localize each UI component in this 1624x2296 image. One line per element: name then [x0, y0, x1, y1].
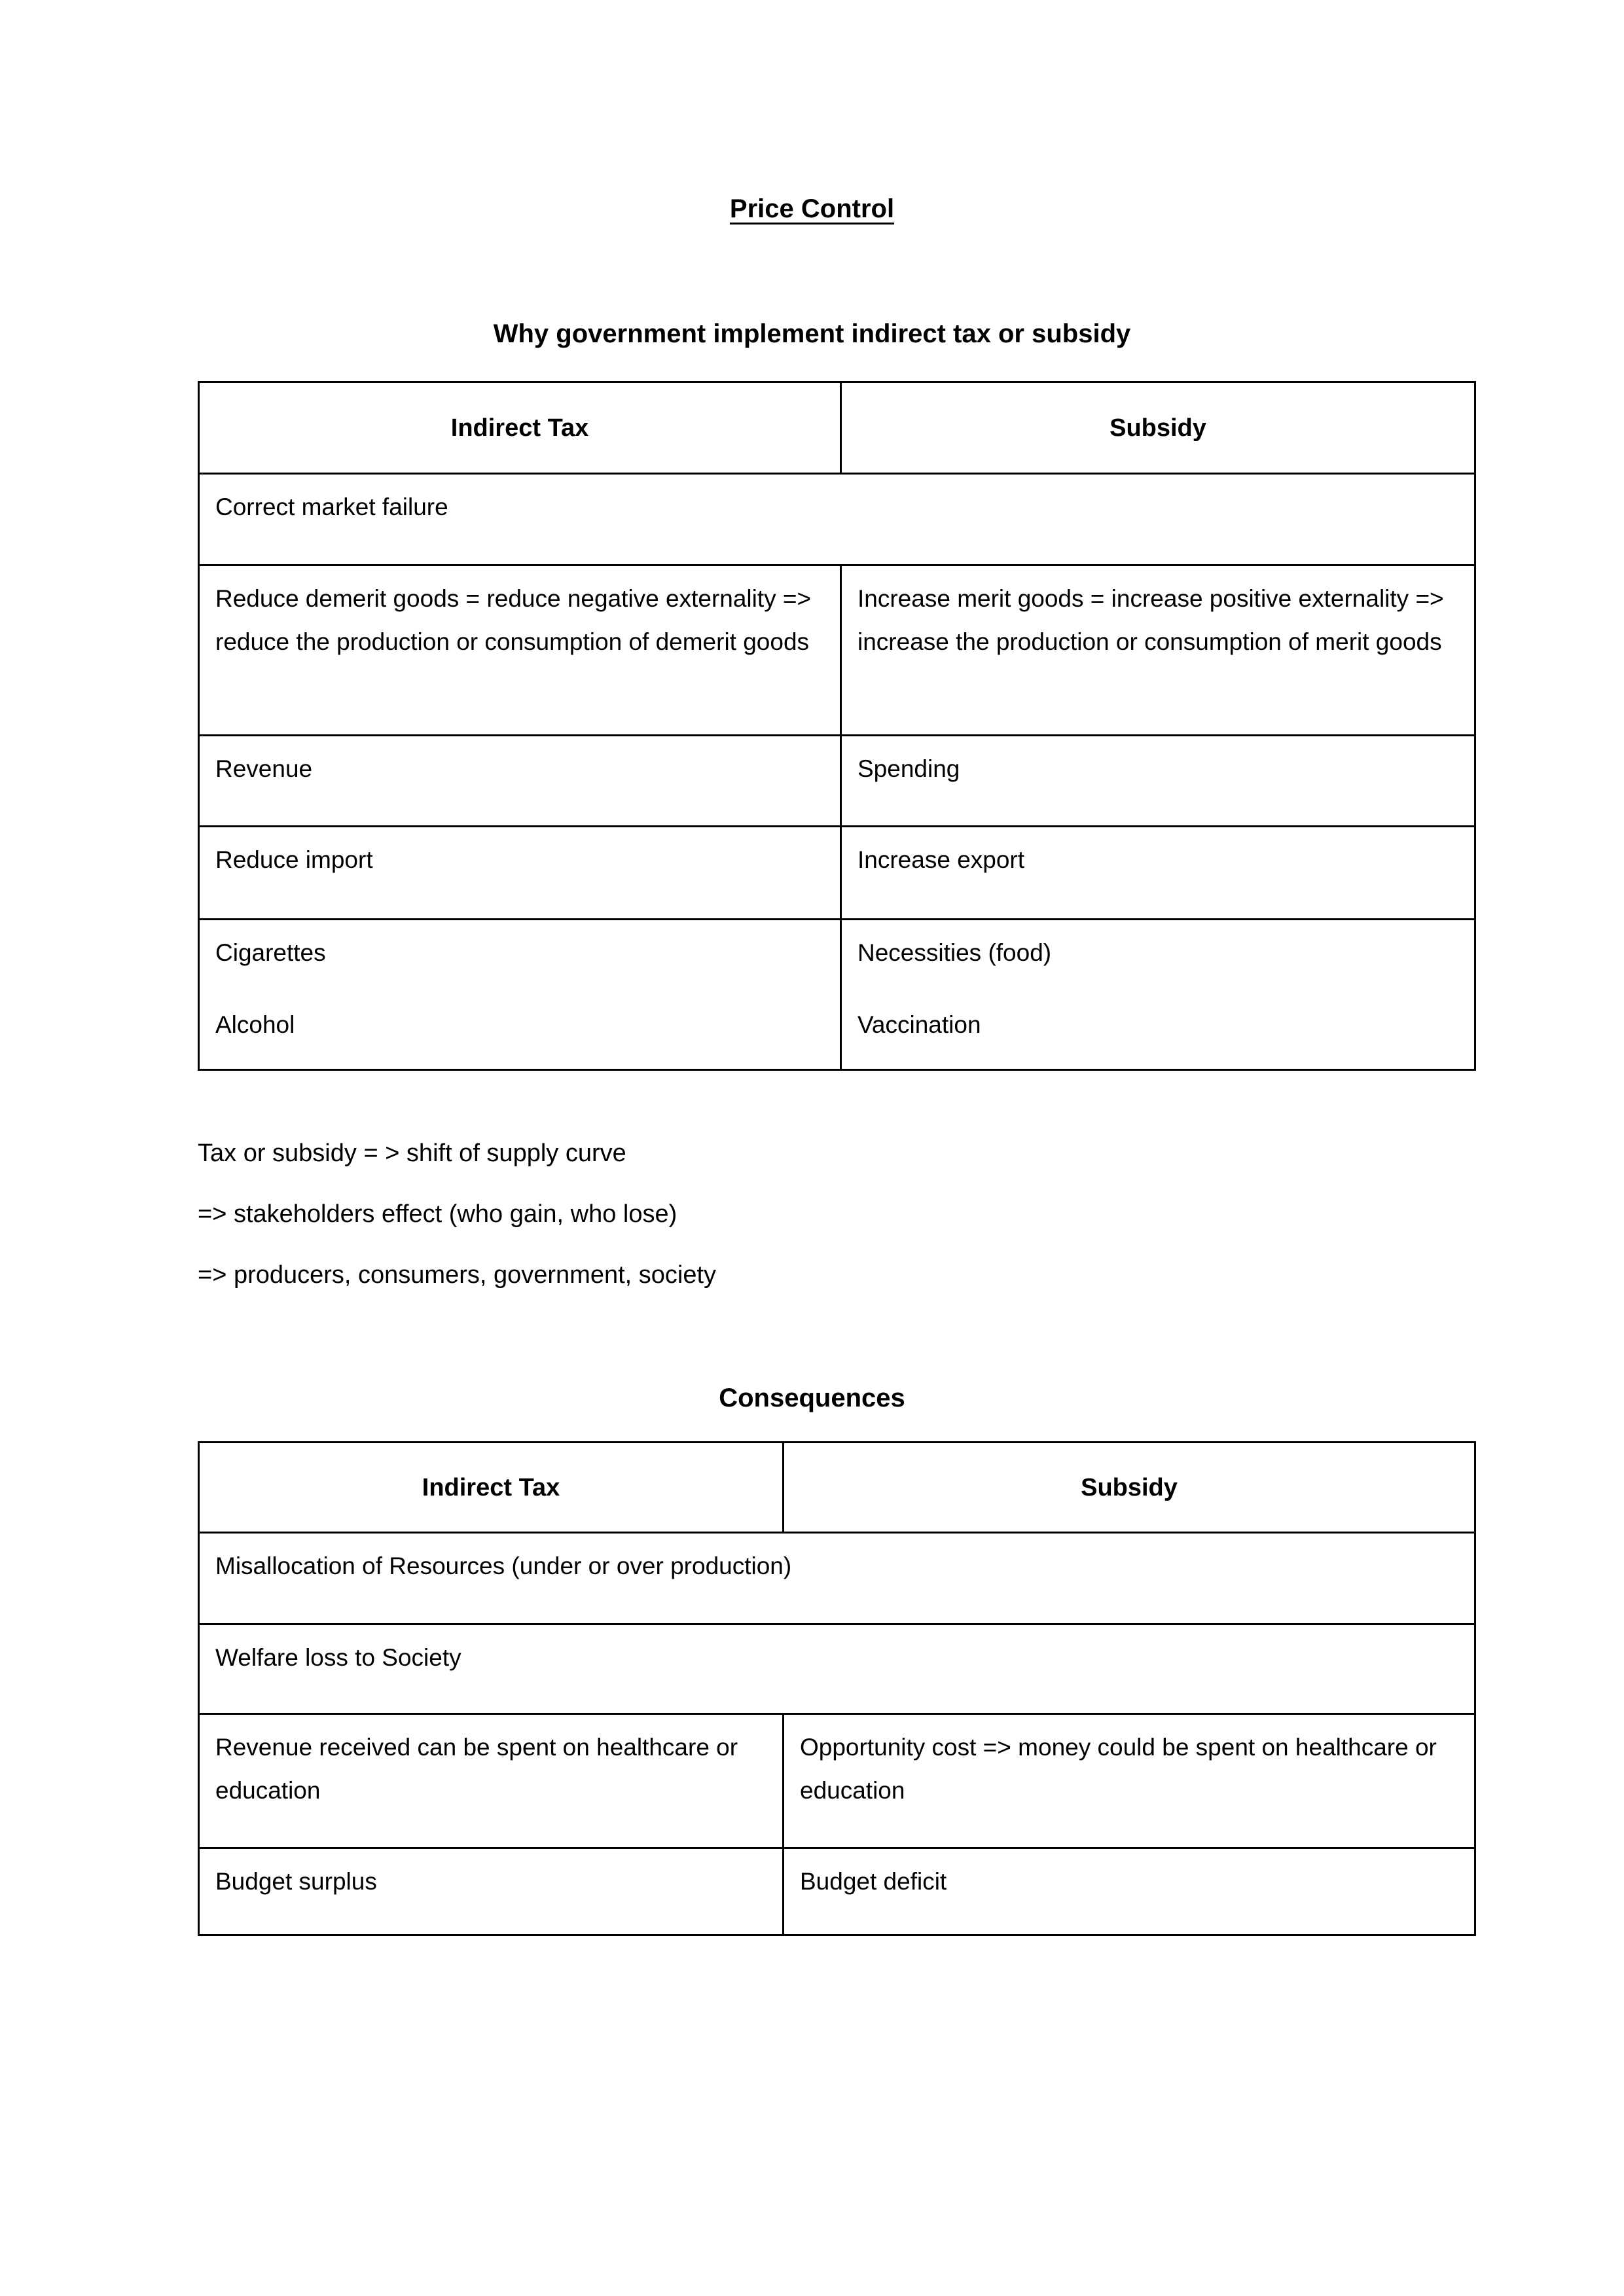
why-table	[198, 381, 1476, 1071]
note-line: => producers, consumers, government, society	[198, 1261, 717, 1289]
consequences-cell-misallocation	[199, 1533, 1475, 1624]
consequences-cell-revenue-spent	[199, 1714, 784, 1848]
consequences-table-header-subsidy: Subsidy	[784, 1443, 1475, 1533]
table-row	[199, 565, 1475, 736]
table-row	[199, 474, 1475, 565]
consequences-table-header-row	[199, 1443, 1475, 1533]
table-row	[199, 1714, 1475, 1848]
table-cell-text: Vaccination	[857, 1011, 981, 1038]
table-row	[199, 1624, 1475, 1714]
why-cell-demerit-goods	[199, 565, 841, 736]
table-cell-text: Spending	[857, 755, 960, 782]
why-cell-tax-examples	[199, 920, 841, 1070]
consequences-table	[198, 1441, 1476, 1936]
table-cell-text: Necessities (food)	[857, 939, 1052, 966]
page-title: Price Control	[729, 194, 895, 223]
table-cell-text: Opportunity cost => money could be spent on healthcare or education	[800, 1734, 1437, 1804]
table-cell-text: Alcohol	[215, 1011, 295, 1038]
why-table-header-subsidy: Subsidy	[841, 382, 1475, 474]
why-table-header-row	[199, 382, 1475, 474]
consequences-table-header-indirect-tax: Indirect Tax	[199, 1443, 784, 1533]
table-row	[199, 827, 1475, 920]
why-cell-increase-export	[841, 827, 1475, 920]
table-cell-text: Correct market failure	[215, 493, 448, 520]
table-cell-text: Cigarettes	[215, 939, 326, 966]
why-cell-revenue	[199, 736, 841, 827]
table-cell-text: Increase merit goods = increase positive externality => increase the production or consumption of merit goods	[857, 585, 1444, 655]
notes-block	[198, 1132, 1474, 1314]
table-row	[199, 920, 1475, 1070]
consequences-cell-opportunity-cost	[784, 1714, 1475, 1848]
why-cell-market-failure	[199, 474, 1475, 565]
consequences-cell-budget-surplus	[199, 1848, 784, 1935]
table-cell-text: Welfare loss to Society	[215, 1644, 461, 1671]
table-cell-text: Misallocation of Resources (under or over production)	[215, 1552, 792, 1579]
table-cell-text: Budget surplus	[215, 1868, 377, 1895]
table-cell-text: Revenue received can be spent on healthcare or education	[215, 1734, 738, 1804]
consequences-cell-welfare-loss	[199, 1624, 1475, 1714]
consequences-cell-budget-deficit	[784, 1848, 1475, 1935]
why-cell-reduce-import	[199, 827, 841, 920]
table-row	[199, 1533, 1475, 1624]
table-row	[199, 736, 1475, 827]
why-cell-spending	[841, 736, 1475, 827]
table-cell-text: Revenue	[215, 755, 313, 782]
section-heading-why: Why government implement indirect tax or subsidy	[493, 319, 1131, 348]
why-cell-subsidy-examples	[841, 920, 1475, 1070]
note-line: => stakeholders effect (who gain, who lose)	[198, 1200, 677, 1228]
table-cell-text: Reduce import	[215, 846, 373, 873]
why-cell-merit-goods	[841, 565, 1475, 736]
section-heading-consequences: Consequences	[719, 1384, 905, 1412]
why-table-header-indirect-tax: Indirect Tax	[199, 382, 841, 474]
table-cell-text: Budget deficit	[800, 1868, 947, 1895]
table-row	[199, 1848, 1475, 1935]
table-cell-text: Reduce demerit goods = reduce negative externality => reduce the production or consumption of demerit goods	[215, 585, 812, 655]
table-cell-text: Increase export	[857, 846, 1025, 873]
note-line: Tax or subsidy = > shift of supply curve	[198, 1139, 626, 1167]
